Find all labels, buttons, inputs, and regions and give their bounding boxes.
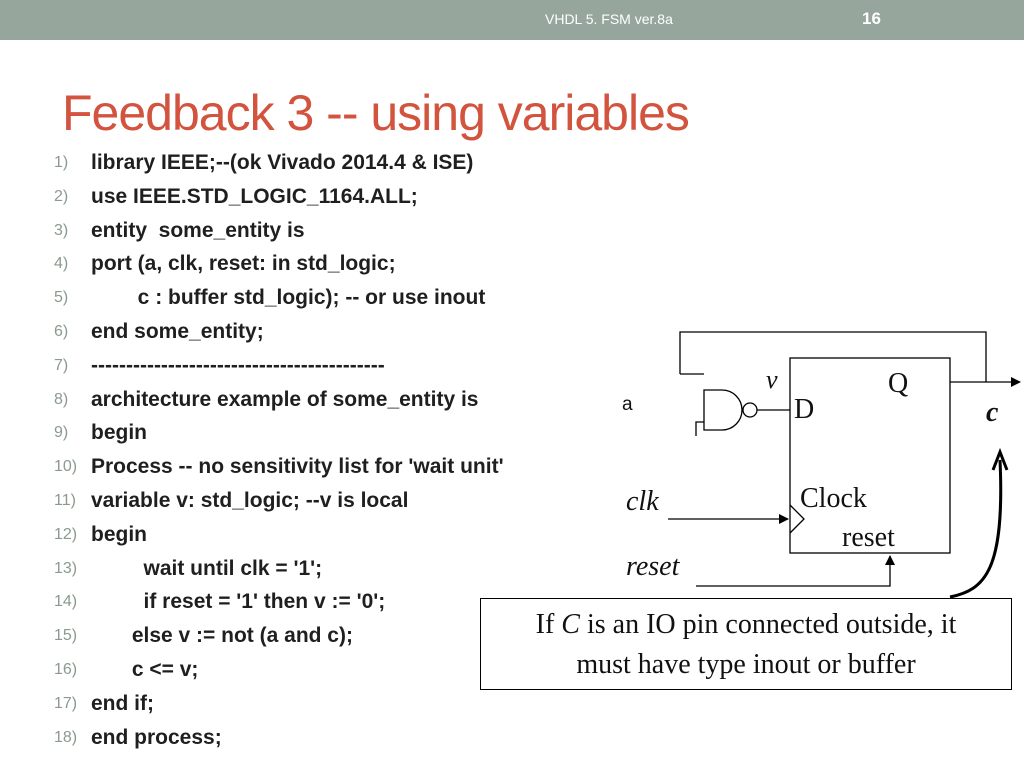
- reset-wire: [696, 556, 890, 586]
- line-number: 18): [54, 728, 78, 746]
- code-text: architecture example of some_entity is: [91, 387, 479, 411]
- code-text: ------------------------------------------: [91, 353, 385, 377]
- label-v: v: [766, 365, 778, 394]
- line-number: 11): [54, 491, 76, 509]
- code-text: entity some_entity is: [91, 218, 305, 242]
- line-number: 4): [54, 255, 69, 273]
- line-number: 3): [54, 221, 69, 239]
- code-text: c : buffer std_logic); -- or use inout: [91, 286, 486, 310]
- curved-arrow: [950, 460, 1001, 597]
- note-line-2: must have type inout or buffer: [576, 649, 916, 680]
- line-number: 1): [54, 154, 69, 171]
- line-number: 9): [54, 424, 69, 442]
- label-reset-inner: reset: [842, 522, 895, 553]
- line-number: 14): [54, 593, 78, 611]
- page-number: 16: [862, 9, 881, 28]
- label-q: Q: [888, 368, 909, 399]
- line-number: 10): [54, 458, 78, 476]
- line-number: 16): [54, 660, 78, 678]
- label-clk: clk: [626, 486, 659, 517]
- slide-title: Feedback 3 -- using variables: [62, 85, 689, 141]
- nand-bubble: [743, 403, 757, 417]
- code-text: end process;: [91, 725, 222, 749]
- circuit-diagram: [600, 320, 1024, 600]
- code-text: begin: [91, 522, 147, 546]
- label-reset: reset: [626, 551, 680, 582]
- line-number: 2): [54, 187, 69, 205]
- code-text: if reset = '1' then v := '0';: [91, 590, 386, 614]
- line-number: 12): [54, 525, 78, 543]
- code-text: begin: [91, 421, 147, 445]
- nand-gate: [704, 390, 742, 430]
- line-number: 13): [54, 559, 78, 577]
- code-text: library IEEE;--(ok Vivado 2014.4 & ISE): [91, 151, 474, 174]
- code-text: port (a, clk, reset: in std_logic;: [91, 252, 396, 276]
- label-c: c: [986, 397, 999, 428]
- code-text: c <= v;: [91, 657, 199, 681]
- label-a: a: [622, 394, 633, 415]
- code-text: variable v: std_logic; --v is local: [91, 488, 409, 512]
- note-line-1: If C is an IO pin connected outside, it: [535, 609, 957, 640]
- line-number: 6): [54, 322, 69, 340]
- header-bar: [0, 0, 1024, 40]
- line-number: 7): [54, 356, 69, 374]
- label-d: D: [794, 394, 815, 425]
- header-subtitle: VHDL 5. FSM ver.8a: [545, 11, 673, 27]
- code-text: end some_entity;: [91, 319, 264, 343]
- line-number: 17): [54, 694, 78, 712]
- note-box: [480, 598, 1012, 690]
- code-text: else v := not (a and c);: [91, 624, 353, 648]
- line-number: 5): [54, 289, 69, 307]
- feedback-wire: [680, 332, 986, 382]
- code-text: use IEEE.STD_LOGIC_1164.ALL;: [91, 184, 418, 208]
- label-clock: Clock: [800, 483, 867, 514]
- line-number: 8): [54, 390, 69, 408]
- code-text: wait until clk = '1';: [91, 556, 323, 580]
- line-number: 15): [54, 627, 78, 645]
- gate-input-a: [696, 422, 704, 436]
- code-text: Process -- no sensitivity list for 'wait unit': [91, 455, 504, 479]
- code-text: end if;: [91, 691, 154, 715]
